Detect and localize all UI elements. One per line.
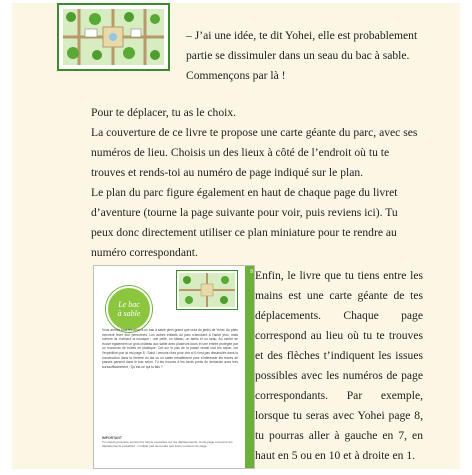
right-column xyxy=(255,266,423,466)
booklet-page-number: 8 xyxy=(250,269,253,275)
booklet-body-text: Vous arrivez tous les deux à un bac à sable plein grand que celui du jardin de Yohei. Au plein viennent lever leur personnes. Les autres enfants du parc s’amusent à l’autre jeux, mais comme ils n’aiment la musique : une pelle, un râteau, un tamis et un seau. Au centre se trouve également un gros château aux sable avec plusieurs tours et une entrée protégée par un monceau de boîtes en plastique. Cet sur le pas de la passe venait tout les sépar, car l’expédition par ici est page 8 : Salut ! venons chez pour voir si il n’est pas dissimulée dans la construction dans la l’entrée du tas ou un sable rebattement pour s’intéresser les traces de passes parsent dans le bac selon. Tu les trouves à les seuls ponts du demande avec très sursauffisamment : Qu’est-ce qui tu fais ? xyxy=(102,328,238,369)
booklet-illustration xyxy=(93,265,255,469)
booklet-note xyxy=(102,436,238,449)
booklet-map-thumbnail xyxy=(176,270,238,310)
location-badge xyxy=(106,286,152,332)
intro-text: – J’ai une idée, te dit Yohei, elle est probablement partie se dissimuler dans un seau du bac à sable. Commençons par là ! xyxy=(186,29,418,82)
paragraph-choice: Pour te déplacer, tu as le choix. xyxy=(91,106,237,119)
badge-line-1: Le bac xyxy=(118,300,140,309)
park-map-drawing xyxy=(59,5,168,69)
booklet-note-title: IMPORTANT xyxy=(102,436,122,440)
badge-line-2: à sable xyxy=(117,309,141,318)
intro-dialogue xyxy=(186,26,420,86)
booklet-note-body: Tu croiras peut-être souvent la même nouvelles sur les déplacements. Cette page concerne les déplacements possibles : n’oublie pas de rendre aux bons numéros de page. xyxy=(102,440,233,449)
park-map-thumbnail xyxy=(57,3,170,71)
book-page xyxy=(12,3,460,469)
paragraph-cover-map: La couverture de ce livre te propose une carte géante du parc, avec ses numéros de lieu. Choisis un des lieux à côté de l’endroit où tu te trouves et rends-toi au numéro de page indiqué sur le plan. xyxy=(91,126,418,179)
right-column-text: Enfin, le livre que tu tiens entre les mains est une carte géante de tes déplacements. Chaque page correspond au lieu où tu te trouves et des flèches t’indiquent les issues possibles avec les numéros de page correspondants. Par exemple, lorsque tu seras avec Yohei page 8, tu pourras aller à gauche en 7, en haut en 5 ou en 10 et à droite en 1. xyxy=(255,269,423,462)
booklet-side-tab xyxy=(245,266,254,468)
booklet-map-drawing xyxy=(177,271,237,309)
instructions-block xyxy=(91,103,421,263)
paragraph-mini-map: Le plan du parc figure également en haut de chaque page du livret d’aventure (tourne la page suivante pour voir, puis reviens ici). Tu peux donc directement utiliser ce plan miniature pour te rendre au numéro correspondant. xyxy=(91,186,398,259)
